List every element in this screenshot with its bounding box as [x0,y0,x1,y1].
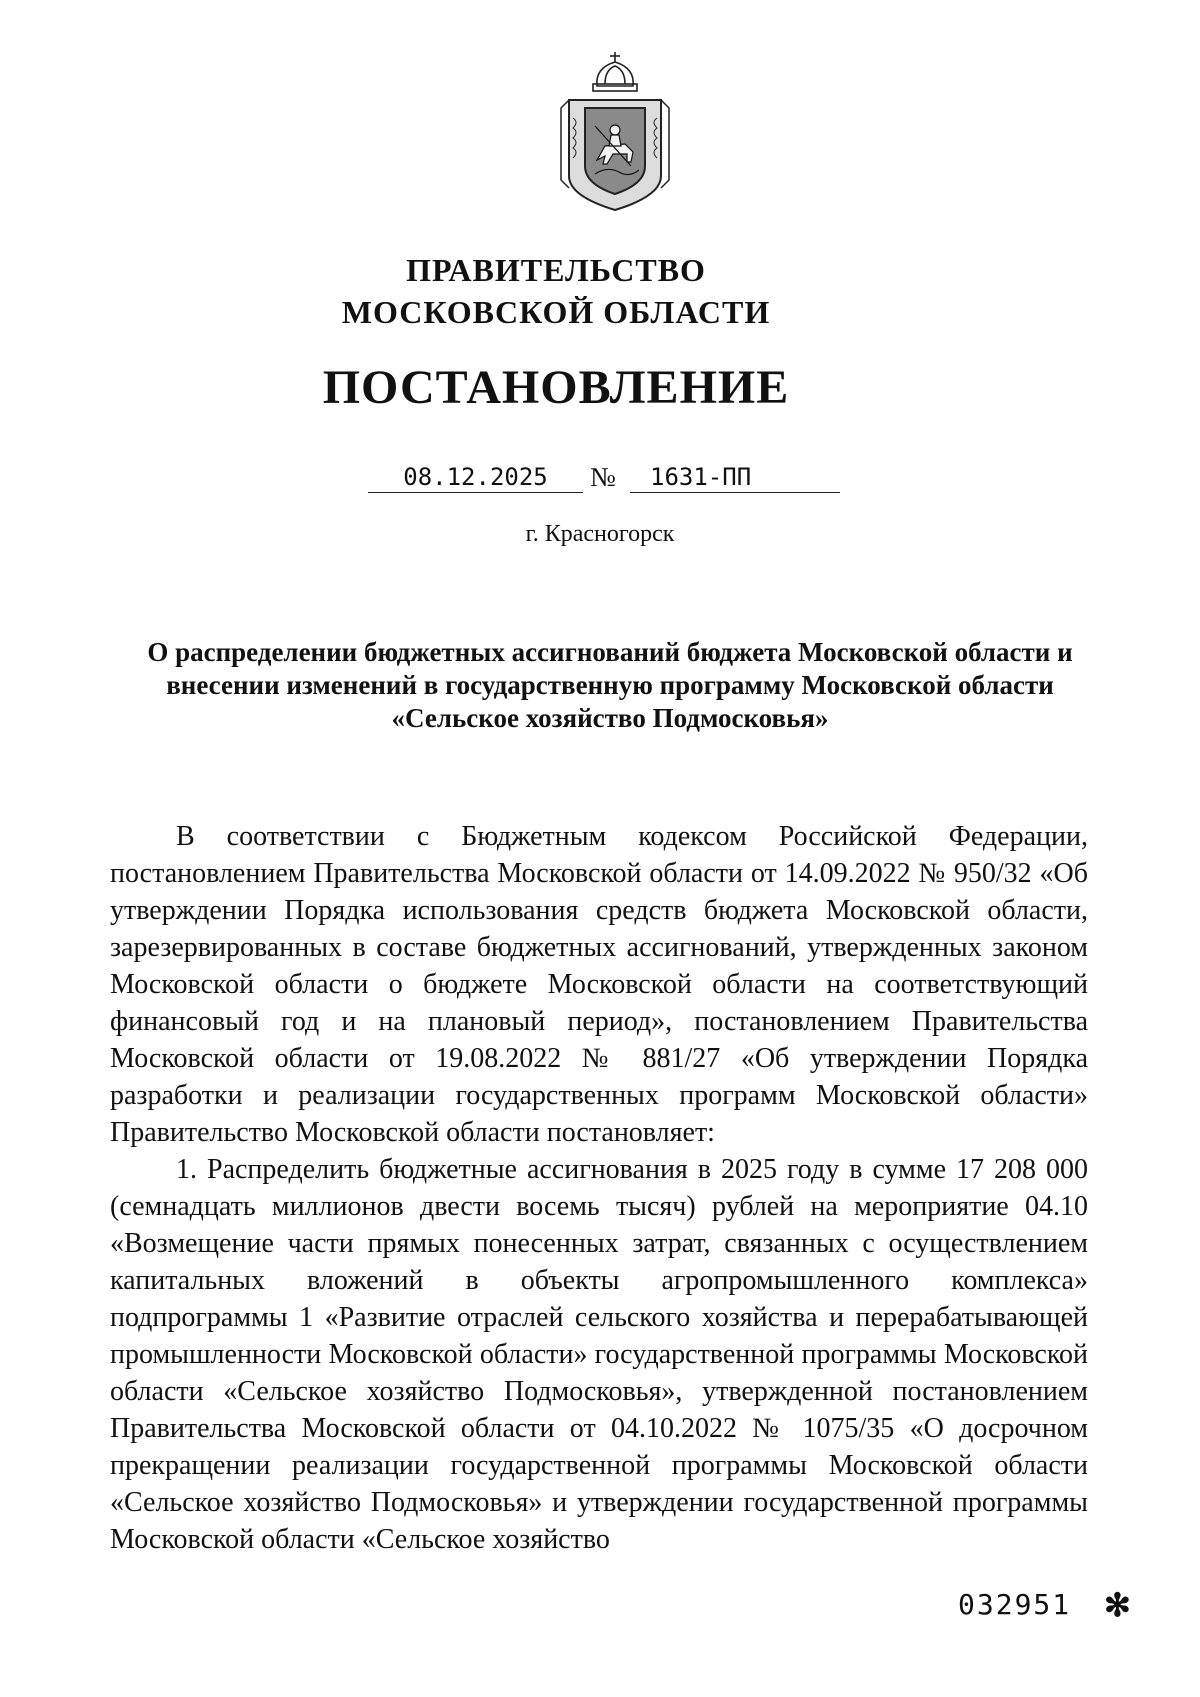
government-title-line1: ПРАВИТЕЛЬСТВО [406,252,706,288]
document-body [110,818,1088,1558]
number-sign: № [590,462,616,492]
coat-of-arms-icon [555,48,675,216]
document-number: 1631-ПП [630,462,840,493]
government-title-line2: МОСКОВСКОЙ ОБЛАСТИ [341,294,771,330]
body-paragraph-preamble: В соответствии с Бюджетным кодексом Российской Федерации, постановлением Правительства Московской области от 14.09.2022 № 950/32 «Об утверждении Порядка использования средств бюджета Московской области, зарезервированных в составе бюджетных ассигнований, утвержденных законом Московской области о бюджете Московской области на соответствующий финансовый год и на плановый период», постановлением Правительства Московской области от 19.08.2022 № 881/27 «Об утверждении Порядка разработки и реализации государственных программ Московской области» Правительство Московской области постановляет: [110,821,1088,1148]
document-date: 08.12.2025 [368,462,583,493]
body-paragraph-item-1: 1. Распределить бюджетные ассигнования в 2025 году в сумме 17 208 000 (семнадцать миллионов двести восемь тысяч) рублей на мероприятие 04.10 «Возмещение части прямых понесенных затрат, связанных с осуществлением капитальных вложений в объекты агропромышленного комплекса» подпрограммы 1 «Развитие отраслей сельского хозяйства и перерабатывающей промышленности Московской области» государственной программы Московской области «Сельское хозяйство Подмосковья», утвержденной постановлением Правительства Московской области от 04.10.2022 № 1075/35 «О досрочном прекращении реализации государственной программы Московской области «Сельское хозяйство Подмосковья» и утверждении государственной программы Московской области «Сельское хозяйство [110,1154,1088,1555]
document-type-title: ПОСТАНОВЛЕНИЕ [322,361,790,414]
document-subject: О распределении бюджетных ассигнований бюджета Московской области и внесении изменений в государственную программу Московской области «Сельское хозяйство Подмосковья» [147,637,1073,733]
asterisk-mark-icon: ✻ [1104,1587,1131,1623]
city-line: г. Красногорск [525,521,675,547]
form-serial-number: 032951 [958,1588,1072,1621]
